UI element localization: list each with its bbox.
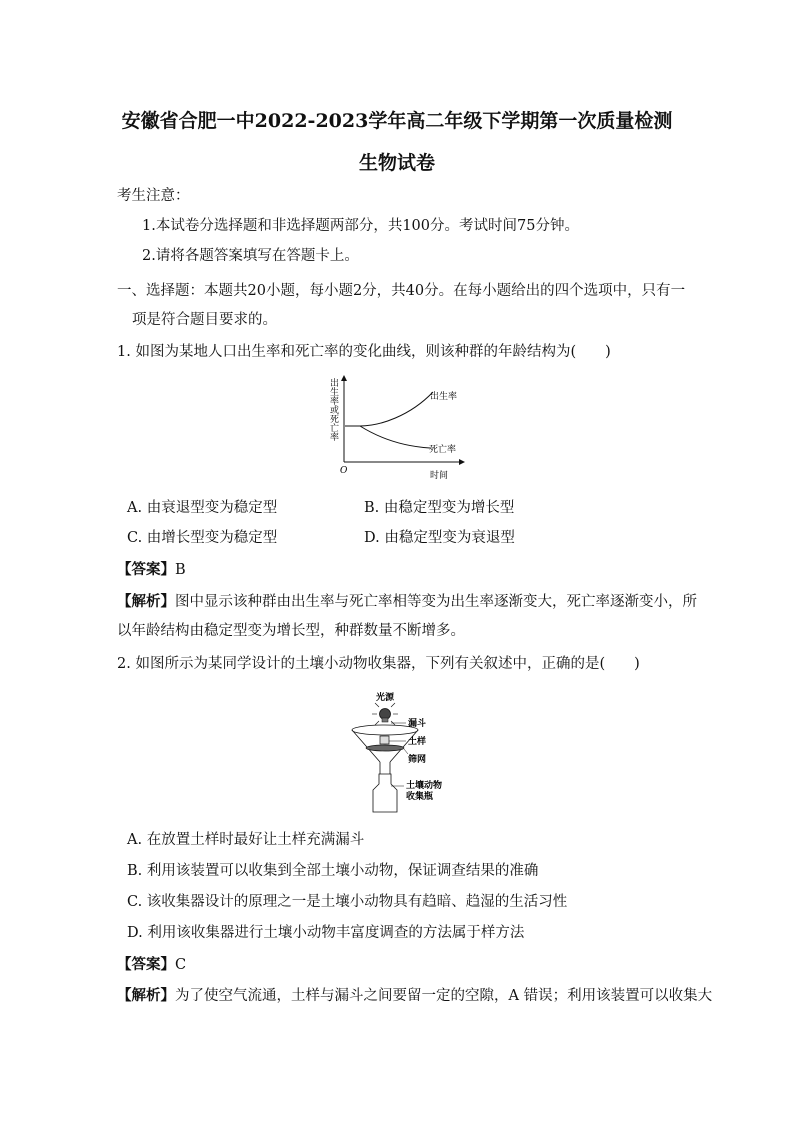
- question-2-answer: [117, 955, 186, 975]
- sieve-net: [366, 745, 404, 751]
- bottle-label-line2: 收集瓶: [406, 792, 434, 802]
- birth-rate-curve: [345, 392, 433, 426]
- collection-bottle: [373, 774, 397, 812]
- bottle-label-line1: 土壤动物: [406, 781, 443, 791]
- answer-value: C: [175, 957, 187, 973]
- section-instructions-line1: 一、选择题：本题共20小题，每小题2分，共40分。在每小题给出的四个选项中，只有一: [117, 283, 686, 299]
- death-rate-label: 死亡率: [429, 445, 457, 455]
- exam-subtitle: 生物试卷: [358, 152, 435, 174]
- question-2-option-b: B. 利用该装置可以收集到全部土壤小动物，保证调查结果的准确: [127, 863, 539, 879]
- question-1-answer: [117, 560, 186, 580]
- bulb-base: [382, 718, 388, 722]
- light-source-label: 光源: [376, 693, 395, 703]
- question-1-option-c: C. 由增长型变为稳定型: [127, 530, 278, 546]
- exam-title: 安徽省合肥一中2022-2023学年高二年级下学期第一次质量检测: [121, 110, 673, 132]
- question-1-option-b: B. 由稳定型变为增长型: [364, 500, 515, 516]
- answer-tag: 【答案】: [117, 956, 175, 973]
- soil-animal-collector-figure: [346, 686, 456, 814]
- notice-item-1: 1.本试卷分选择题和非选择题两部分，共100分。考试时间75分钟。: [142, 218, 579, 234]
- question-2-option-c: C. 该收集器设计的原理之一是土壤小动物具有趋暗、趋湿的生活习性: [127, 894, 568, 910]
- funnel-stem: [380, 762, 390, 774]
- soil-sample-label: 土样: [408, 737, 427, 747]
- answer-value: B: [175, 562, 186, 578]
- question-2-stem: 2. 如图所示为某同学设计的土壤小动物收集器，下列有关叙述中，正确的是( ): [117, 656, 640, 672]
- birth-rate-label: 出生率: [430, 392, 458, 402]
- funnel-label: 漏斗: [408, 719, 427, 729]
- notice-heading: 考生注意：: [117, 188, 190, 204]
- sieve-label: 筛网: [408, 755, 427, 765]
- answer-tag: 【答案】: [117, 561, 175, 578]
- analysis-text: 为了使空气流通，土样与漏斗之间要留一定的空隙，A 错误；利用该装置可以收集大: [175, 988, 713, 1004]
- question-2-option-d: D. 利用该收集器进行土壤小动物丰富度调查的方法属于样方法: [127, 925, 525, 941]
- analysis-tag: 【解析】: [117, 987, 175, 1004]
- birth-death-rate-figure: [318, 372, 478, 484]
- soil-sample: [380, 736, 389, 744]
- analysis-text: 图中显示该种群由出生率与死亡率相等变为出生率逐渐变大，死亡率逐渐变小，所: [175, 594, 697, 610]
- question-1-analysis-line1: [117, 592, 697, 612]
- question-2-analysis-line1: [117, 986, 712, 1006]
- question-1-option-d: D. 由稳定型变为衰退型: [364, 530, 515, 546]
- question-1-option-a: A. 由衰退型变为稳定型: [127, 500, 278, 516]
- death-rate-curve: [360, 426, 430, 448]
- y-axis-label: 出生率或死亡率: [328, 378, 338, 441]
- question-1-analysis-line2: 以年龄结构由稳定型变为增长型，种群数量不断增多。: [117, 623, 465, 639]
- origin-label: O: [340, 466, 348, 476]
- section-instructions-line2: 项是符合题目要求的。: [132, 312, 277, 328]
- sieve-leader: [404, 749, 408, 754]
- question-1-stem: 1. 如图为某地人口出生率和死亡率的变化曲线，则该种群的年龄结构为( ): [117, 344, 611, 360]
- analysis-tag: 【解析】: [117, 593, 175, 610]
- question-2-option-a: A. 在放置土样时最好让土样充满漏斗: [127, 832, 365, 848]
- x-axis-label: 时间: [430, 471, 449, 481]
- notice-item-2: 2.请将各题答案填写在答题卡上。: [142, 248, 359, 264]
